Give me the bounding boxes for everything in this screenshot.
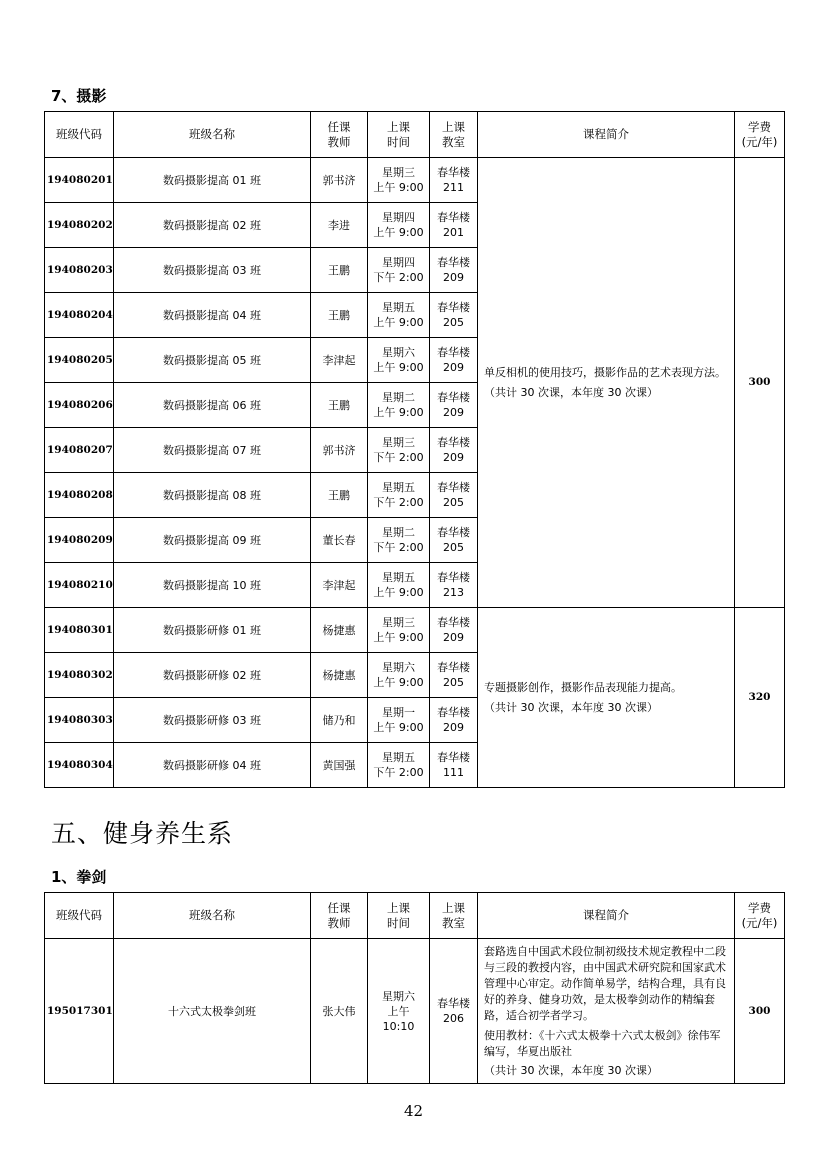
class-name: 数码摄影提高 07 班: [114, 428, 311, 473]
class-time: [368, 939, 430, 1084]
class-hour: 下午 2:00: [373, 451, 424, 464]
class-teacher: 王鹏: [311, 473, 368, 518]
header-teacher: 任课 教师: [311, 893, 368, 939]
header-fee: 学费 (元/年): [735, 893, 785, 939]
class-building: 春华楼: [437, 436, 470, 449]
class-room: [430, 518, 478, 563]
class-time: [368, 248, 430, 293]
class-code: 194080202: [45, 203, 114, 248]
boxing-class-table: [44, 892, 785, 1084]
class-time: [368, 563, 430, 608]
class-room: [430, 428, 478, 473]
class-room: [430, 203, 478, 248]
class-room: [430, 383, 478, 428]
class-teacher: 王鹏: [311, 248, 368, 293]
class-day: 星期四: [382, 211, 415, 224]
class-day: 星期三: [382, 166, 415, 179]
class-room: [430, 608, 478, 653]
class-fee: 300: [735, 939, 785, 1084]
class-description: [478, 608, 735, 788]
class-time: [368, 518, 430, 563]
class-name: 十六式太极拳剑班: [114, 939, 311, 1084]
class-hour: 上午 9:00: [373, 676, 424, 689]
class-hour: 下午 2:00: [373, 496, 424, 509]
header-teacher: 任课 教师: [311, 112, 368, 158]
class-building: 春华楼: [437, 481, 470, 494]
class-hour: 上午 9:00: [373, 586, 424, 599]
sessions-text: （共计 30 次课，本年度 30 次课）: [484, 386, 658, 399]
description-text: 单反相机的使用技巧，摄影作品的艺术表现方法。: [484, 366, 726, 379]
class-room-number: 205: [443, 676, 464, 689]
class-building: 春华楼: [437, 526, 470, 539]
class-day: 星期三: [382, 436, 415, 449]
table-row: [45, 939, 785, 1084]
class-day: 星期二: [382, 526, 415, 539]
class-name: 数码摄影提高 08 班: [114, 473, 311, 518]
class-hour: 上午 10:10: [382, 1004, 415, 1033]
class-room-number: 209: [443, 451, 464, 464]
header-fee: 学费 (元/年): [735, 112, 785, 158]
class-hour: 上午 9:00: [373, 181, 424, 194]
header-time: 上课 时间: [368, 893, 430, 939]
class-room-number: 209: [443, 271, 464, 284]
class-day: 星期三: [382, 616, 415, 629]
class-code: 195017301: [45, 939, 114, 1084]
class-room-number: 201: [443, 226, 464, 239]
class-building: 春华楼: [437, 301, 470, 314]
class-hour: 上午 9:00: [373, 721, 424, 734]
header-name: 班级名称: [114, 893, 311, 939]
class-building: 春华楼: [437, 391, 470, 404]
class-room-number: 209: [443, 721, 464, 734]
class-room-number: 205: [443, 541, 464, 554]
class-time: [368, 293, 430, 338]
class-building: 春华楼: [437, 706, 470, 719]
sessions-text: （共计 30 次课，本年度 30 次课）: [484, 1063, 658, 1077]
class-day: 星期一: [382, 706, 415, 719]
class-code: 194080301: [45, 608, 114, 653]
class-building: 春华楼: [437, 616, 470, 629]
class-day: 星期六: [382, 989, 415, 1003]
class-name: 数码摄影提高 06 班: [114, 383, 311, 428]
class-name: 数码摄影提高 01 班: [114, 158, 311, 203]
class-teacher: 王鹏: [311, 383, 368, 428]
class-day: 星期二: [382, 391, 415, 404]
class-room: [430, 158, 478, 203]
class-building: 春华楼: [437, 661, 470, 674]
class-code: 194080205: [45, 338, 114, 383]
class-fee: 300: [735, 158, 785, 608]
class-building: 春华楼: [437, 256, 470, 269]
class-room-number: 206: [443, 1012, 464, 1025]
class-time: [368, 383, 430, 428]
class-hour: 下午 2:00: [373, 271, 424, 284]
page-number: 42: [403, 1102, 424, 1120]
table-row: [45, 608, 785, 653]
class-building: 春华楼: [437, 346, 470, 359]
class-code: 194080201: [45, 158, 114, 203]
class-time: [368, 608, 430, 653]
class-room: [430, 248, 478, 293]
class-hour: 上午 9:00: [373, 406, 424, 419]
header-time: 上课 时间: [368, 112, 430, 158]
class-room: [430, 698, 478, 743]
class-room: [430, 338, 478, 383]
class-code: 194080210: [45, 563, 114, 608]
class-name: 数码摄影研修 04 班: [114, 743, 311, 788]
class-hour: 上午 9:00: [373, 631, 424, 644]
sessions-text: （共计 30 次课，本年度 30 次课）: [484, 701, 658, 714]
class-time: [368, 428, 430, 473]
class-hour: 上午 9:00: [373, 361, 424, 374]
class-room-number: 205: [443, 316, 464, 329]
class-room-number: 211: [443, 181, 464, 194]
class-room-number: 209: [443, 406, 464, 419]
textbook-text: 使用教材：《十六式太极拳十六式太极剑》徐伟军编写，华夏出版社: [484, 1028, 721, 1058]
header-description: 课程简介: [478, 112, 735, 158]
class-day: 星期六: [382, 346, 415, 359]
description-text: 套路选自中国武术段位制初级技术规定教程中二段与三段的教授内容，由中国武术研究院和国家武术管理中心审定。动作简单易学，结构合理，具有良好的养身、健身功效，是太极拳剑动作的精编套路，适合初学者学习。: [484, 944, 726, 1022]
class-code: 194080302: [45, 653, 114, 698]
class-teacher: 李进: [311, 203, 368, 248]
class-hour: 下午 2:00: [373, 541, 424, 554]
class-name: 数码摄影提高 05 班: [114, 338, 311, 383]
class-name: 数码摄影研修 03 班: [114, 698, 311, 743]
class-teacher: 杨捷惠: [311, 608, 368, 653]
class-room: [430, 293, 478, 338]
class-teacher: 郭书济: [311, 428, 368, 473]
class-time: [368, 338, 430, 383]
class-name: 数码摄影提高 10 班: [114, 563, 311, 608]
class-name: 数码摄影研修 01 班: [114, 608, 311, 653]
class-code: 194080304: [45, 743, 114, 788]
class-building: 春华楼: [437, 997, 470, 1010]
class-day: 星期五: [382, 571, 415, 584]
header-description: 课程简介: [478, 893, 735, 939]
class-code: 194080208: [45, 473, 114, 518]
class-building: 春华楼: [437, 211, 470, 224]
class-hour: 上午 9:00: [373, 226, 424, 239]
class-day: 星期五: [382, 481, 415, 494]
header-code: 班级代码: [45, 893, 114, 939]
class-hour: 上午 9:00: [373, 316, 424, 329]
header-room: 上课 教室: [430, 112, 478, 158]
class-day: 星期五: [382, 301, 415, 314]
department-title: 五、健身养生系: [51, 819, 234, 848]
class-code: 194080209: [45, 518, 114, 563]
class-room-number: 209: [443, 361, 464, 374]
class-description: [478, 939, 735, 1084]
class-code: 194080303: [45, 698, 114, 743]
class-room: [430, 653, 478, 698]
class-name: 数码摄影提高 09 班: [114, 518, 311, 563]
class-day: 星期五: [382, 751, 415, 764]
class-fee: 320: [735, 608, 785, 788]
class-time: [368, 653, 430, 698]
class-day: 星期四: [382, 256, 415, 269]
class-name: 数码摄影提高 02 班: [114, 203, 311, 248]
class-code: 194080204: [45, 293, 114, 338]
class-teacher: 李津起: [311, 563, 368, 608]
class-teacher: 王鹏: [311, 293, 368, 338]
class-room-number: 205: [443, 496, 464, 509]
class-room-number: 209: [443, 631, 464, 644]
class-building: 春华楼: [437, 571, 470, 584]
class-room: [430, 743, 478, 788]
class-code: 194080206: [45, 383, 114, 428]
class-room-number: 213: [443, 586, 464, 599]
table-header-row: [45, 893, 785, 939]
class-teacher: 李津起: [311, 338, 368, 383]
class-teacher: 郭书济: [311, 158, 368, 203]
class-hour: 下午 2:00: [373, 766, 424, 779]
description-text: 专题摄影创作，摄影作品表现能力提高。: [484, 681, 682, 694]
section-title-photography: 7、摄影: [51, 87, 107, 105]
class-teacher: 黄国强: [311, 743, 368, 788]
class-building: 春华楼: [437, 166, 470, 179]
class-time: [368, 698, 430, 743]
table-row: [45, 158, 785, 203]
class-code: 194080207: [45, 428, 114, 473]
photography-class-table: [44, 111, 785, 788]
class-teacher: 杨捷惠: [311, 653, 368, 698]
table-header-row: [45, 112, 785, 158]
class-time: [368, 473, 430, 518]
header-code: 班级代码: [45, 112, 114, 158]
class-room: [430, 473, 478, 518]
class-day: 星期六: [382, 661, 415, 674]
class-name: 数码摄影提高 03 班: [114, 248, 311, 293]
class-teacher: 张大伟: [311, 939, 368, 1084]
header-name: 班级名称: [114, 112, 311, 158]
class-time: [368, 743, 430, 788]
class-teacher: 董长春: [311, 518, 368, 563]
class-room: [430, 563, 478, 608]
class-time: [368, 203, 430, 248]
section-title-boxing: 1、拳剑: [51, 868, 107, 886]
class-time: [368, 158, 430, 203]
class-name: 数码摄影研修 02 班: [114, 653, 311, 698]
class-description: [478, 158, 735, 608]
class-room: [430, 939, 478, 1084]
class-building: 春华楼: [437, 751, 470, 764]
class-name: 数码摄影提高 04 班: [114, 293, 311, 338]
class-teacher: 储乃和: [311, 698, 368, 743]
class-room-number: 111: [443, 766, 464, 779]
header-room: 上课 教室: [430, 893, 478, 939]
class-code: 194080203: [45, 248, 114, 293]
